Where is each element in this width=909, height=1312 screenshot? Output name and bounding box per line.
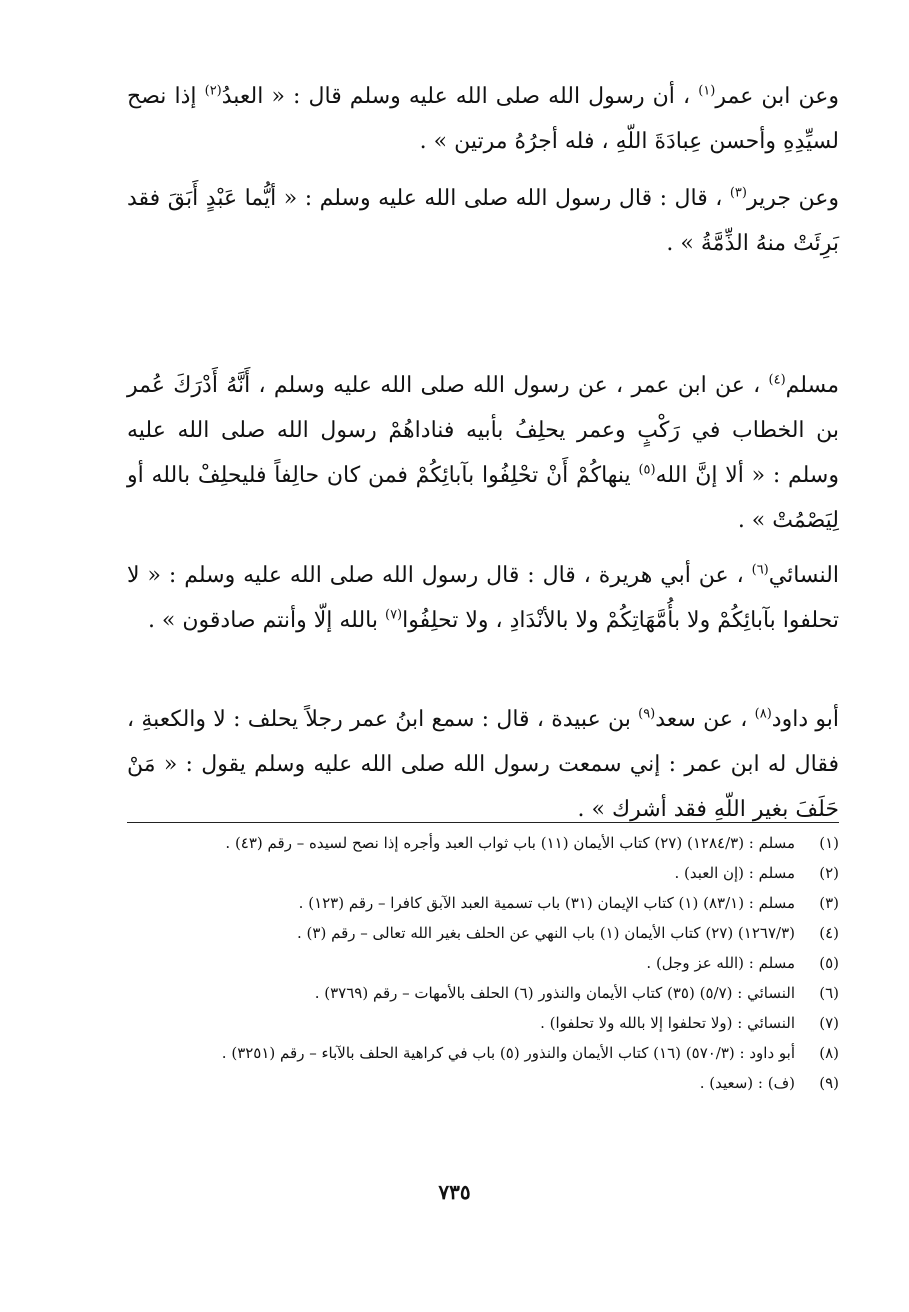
footnote-item: [127, 948, 839, 978]
page-number: ٧٣٥: [438, 1180, 471, 1204]
paragraph-hadith-jarir: [127, 176, 839, 266]
footnote-ref: (٩): [638, 706, 656, 722]
footnote-ref: (٦): [751, 562, 769, 578]
footnote-number: (٦): [819, 984, 839, 1002]
text-segment: بن عبيدة ، قال : سمع ابنُ عمر رجلاً يحلف : لا والكعبةِ ، فقال له ابن عمر : إني سمعت رسول الله صلى الله عليه وسلم يقول : « مَنْ حَلَفَ بغير اللّهِ فقد أشرك » .: [127, 707, 839, 822]
footnote-text: مسلم : (إن العبد) .: [674, 864, 795, 882]
footnote-text: (١٢٦٧/٣) (٢٧) كتاب الأيمان (١) باب النهي عن الحلف بغير الله تعالى – رقم (٣) .: [297, 924, 795, 942]
footnote-item: [127, 1068, 839, 1098]
footnote-text: النسائي : (ولا تحلفوا إلا بالله ولا تحلفوا) .: [540, 1014, 795, 1032]
footnote-number: (٩): [819, 1074, 839, 1092]
footnote-number: (٣): [819, 894, 839, 912]
paragraph-hadith-ibn-umar-slave: [127, 74, 839, 164]
text-segment: ، عن ابن عمر ، عن رسول الله صلى الله عليه وسلم ، أَنَّهُ أَدْرَكَ عُمر بن الخطاب في رَكْبٍ وعمر يحلِفُ بأبيه فناداهُمْ رسول الله صلى الله عليه وسلم : « ألا إنَّ الله: [127, 373, 839, 488]
footnote-number: (٢): [819, 864, 839, 882]
text-segment: مسلم: [785, 373, 839, 398]
footnote-ref: (٨): [754, 706, 772, 722]
footnote-item: [127, 888, 839, 918]
footnote-item: [127, 918, 839, 948]
footnote-ref: (٥): [638, 462, 656, 478]
footnote-ref: (١): [698, 83, 716, 99]
footnote-ref: (٤): [768, 372, 786, 388]
footnote-number: (١): [819, 834, 839, 852]
text-segment: بالله إلّا وأنتم صادقون » .: [147, 608, 385, 633]
paragraph-hadith-muslim: [127, 363, 839, 543]
footnote-number: (٤): [819, 924, 839, 942]
footnote-item: [127, 1008, 839, 1038]
footnote-number: (٥): [819, 954, 839, 972]
paragraph-hadith-abu-dawud: [127, 697, 839, 832]
text-segment: النسائي: [768, 563, 839, 588]
footnote-ref: (٣): [729, 185, 747, 201]
text-segment: أبو داود: [771, 707, 839, 732]
text-segment: ، عن أبي هريرة ، قال : قال رسول الله صلى الله عليه وسلم : « لا تحلفوا بآبائِكُمْ ولا بأُمَّهَاتِكُمْ ولا بالأنْدَادِ ، ولا تحلِفُوا: [127, 563, 839, 633]
footnote-item: [127, 858, 839, 888]
footnote-text: مسلم : (٨٣/١) (١) كتاب الإيمان (٣١) باب تسمية العبد الآبق كافرا – رقم (١٢٣) .: [298, 894, 795, 912]
footnote-ref: (٧): [384, 607, 403, 623]
text-segment: ، أن رسول الله صلى الله عليه وسلم قال : « العبدُ: [221, 84, 699, 109]
footnote-text: مسلم : (الله عز وجل) .: [646, 954, 795, 972]
footnote-text: مسلم : (١٢٨٤/٣) (٢٧) كتاب الأيمان (١١) باب ثواب العبد وأجره إذا نصح لسيده – رقم (٤٣) .: [225, 834, 795, 852]
text-segment: إذا نصح لسيِّدِهِ وأحسن عِبادَةَ اللّهِ ، فله أجرُهُ مرتين » .: [127, 84, 839, 154]
text-segment: وعن جرير: [746, 186, 839, 211]
footnote-item: [127, 1038, 839, 1068]
footnotes: [127, 828, 839, 1098]
footnote-number: (٨): [819, 1044, 839, 1062]
text-segment: ، عن سعد: [655, 707, 755, 732]
footnote-ref: (٢): [204, 83, 222, 99]
footnote-item: [127, 978, 839, 1008]
footnote-text: (ف) : (سعيد) .: [699, 1074, 795, 1092]
text-segment: وعن ابن عمر: [715, 84, 839, 109]
footnote-number: (٧): [819, 1014, 839, 1032]
footnote-text: أبو داود : (٥٧٠/٣) (١٦) كتاب الأيمان والنذور (٥) باب في كراهية الحلف بالآباء – رقم (٣٢٥١) .: [221, 1044, 795, 1062]
footnote-divider: [127, 822, 839, 823]
footnote-text: النسائي : (٥/٧) (٣٥) كتاب الأيمان والنذور (٦) الحلف بالأمهات – رقم (٣٧٦٩) .: [314, 984, 795, 1002]
footnote-item: [127, 828, 839, 858]
paragraph-hadith-nasai: [127, 553, 839, 643]
text-segment: ، قال : قال رسول الله صلى الله عليه وسلم : « أيُّما عَبْدٍ أَبَقَ فقد بَرِئَتْ منهُ الذِّمَّةُ » .: [127, 186, 839, 256]
text-segment: ينهاكُمْ أَنْ تحْلِفُوا بآبائِكُمْ فمن كان حالِفاً فليحلِفْ بالله أو لِيَصْمُتْ » .: [127, 463, 839, 533]
